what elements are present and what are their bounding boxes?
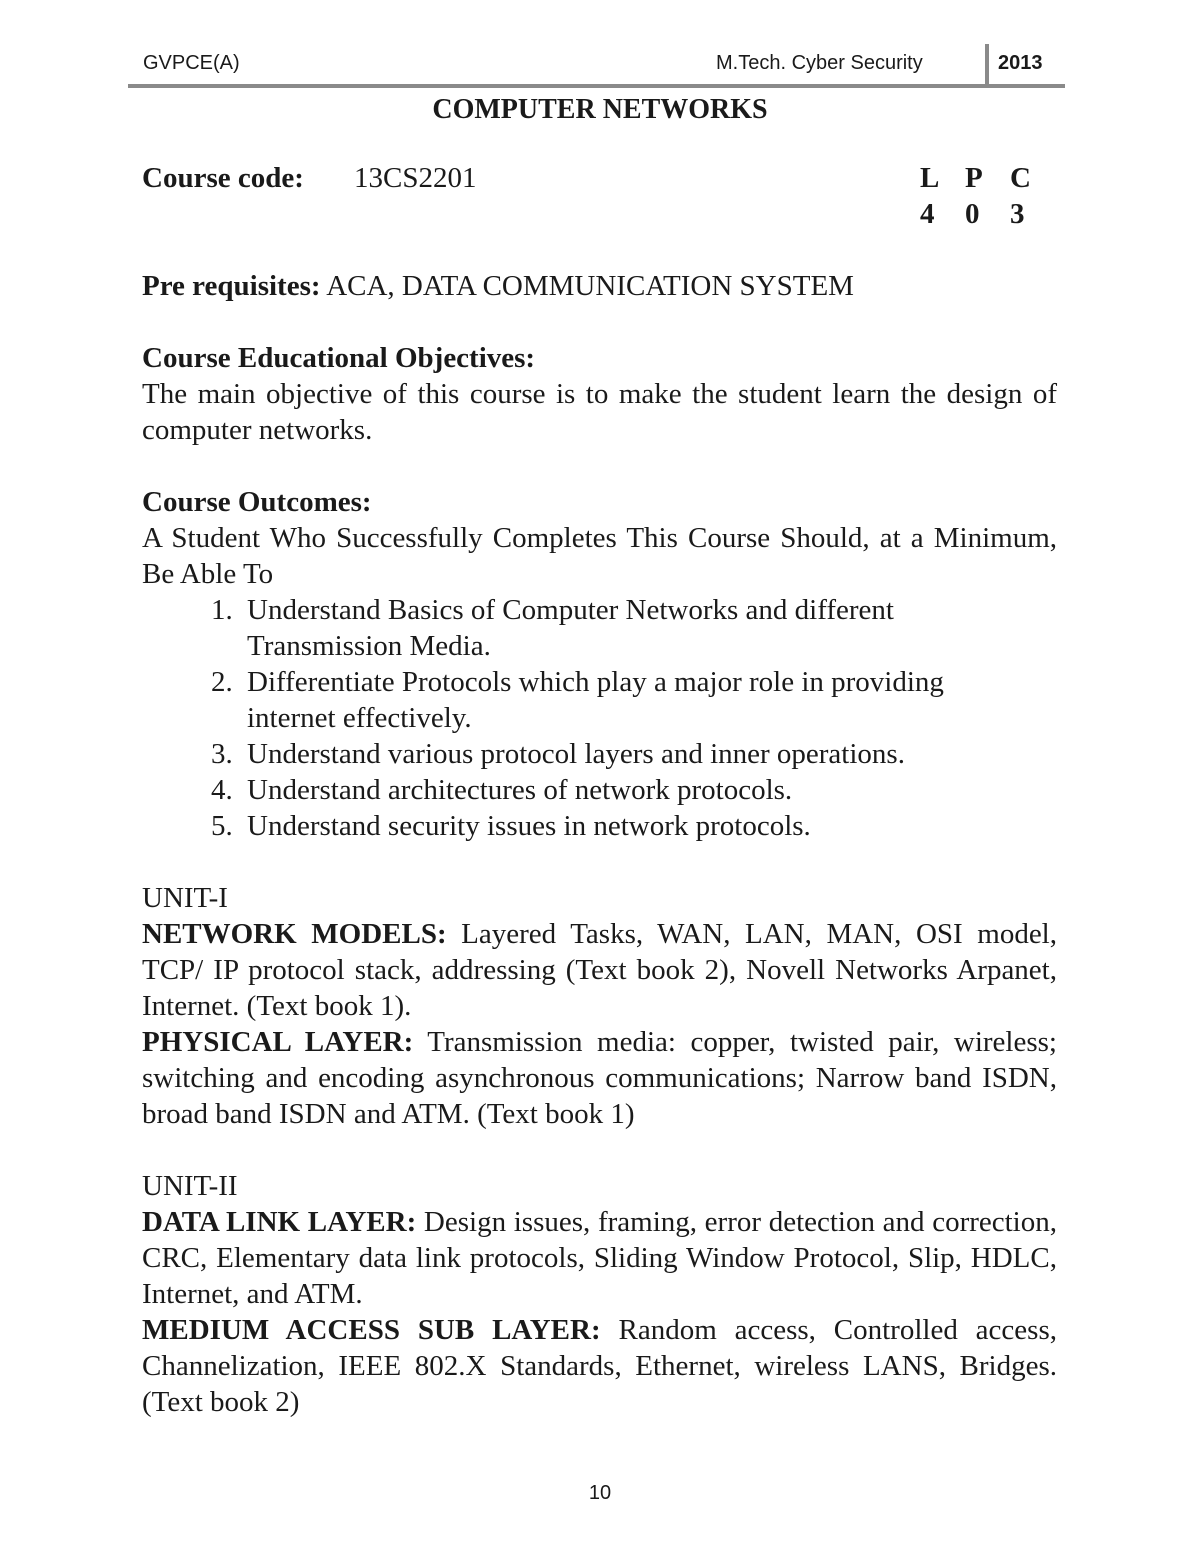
list-item (211, 736, 947, 772)
list-item-number: 3. (211, 738, 233, 770)
topic-label: NETWORK MODELS: (142, 918, 447, 950)
list-item-number: 2. (211, 666, 233, 698)
header-year: 2013 (998, 52, 1043, 74)
unit-1-topic-physical-layer (142, 1024, 1057, 1132)
topic-text: Design issues, framing, error detection and correction, CRC, Elementary data link protocols, Sliding Window Protocol, Slip, HDLC, Internet, and ATM. (142, 1206, 1057, 1310)
page-title: COMPUTER NETWORKS (432, 94, 768, 125)
topic-label: DATA LINK LAYER: (142, 1206, 417, 1238)
list-item-number: 4. (211, 774, 233, 806)
ltpc-header-l: L (920, 162, 940, 194)
course-code-row (142, 160, 1057, 196)
ltpc-value-c: 3 (1010, 198, 1025, 230)
ltpc-values (920, 196, 1055, 232)
unit-2-topic-medium-access (142, 1312, 1057, 1420)
header-rule (128, 84, 1065, 88)
list-item-number: 1. (211, 594, 233, 626)
list-item-text: Understand security issues in network protocols. (247, 810, 811, 842)
outcomes-list (142, 592, 1057, 844)
unit-2-topic-data-link-layer (142, 1204, 1057, 1312)
ltpc-headers (920, 160, 1055, 196)
list-item (211, 664, 947, 736)
header-divider (985, 44, 989, 86)
outcomes-intro: A Student Who Successfully Completes This Course Should, at a Minimum, Be Able To (142, 522, 1057, 590)
topic-label: PHYSICAL LAYER: (142, 1026, 414, 1058)
topic-label: MEDIUM ACCESS SUB LAYER: (142, 1314, 601, 1346)
objectives-heading: Course Educational Objectives: (142, 342, 536, 374)
list-item (211, 772, 947, 808)
ltpc-header-p: P (965, 162, 983, 194)
unit-2-title: UNIT-II (142, 1170, 238, 1202)
list-item (211, 808, 947, 844)
topic-text: Random access, Controlled access, Channelization, IEEE 802.X Standards, Ethernet, wireless LANS, Bridges. (Text book 2) (142, 1314, 1057, 1418)
topic-text: Transmission media: copper, twisted pair, wireless; switching and encoding asynchronous communications; Narrow band ISDN, broad band ISDN and ATM. (Text book 1) (142, 1026, 1057, 1130)
topic-text: Layered Tasks, WAN, LAN, MAN, OSI model, TCP/ IP protocol stack, addressing (Text book 2), Novell Networks Arpanet, Internet. (Text book 1). (142, 918, 1057, 1022)
prerequisites-label: Pre requisites: (142, 270, 321, 302)
outcomes-heading: Course Outcomes: (142, 486, 372, 518)
course-code-label: Course code: (142, 162, 304, 194)
unit-1-topic-network-models (142, 916, 1057, 1024)
page-number: 10 (588, 1482, 612, 1504)
list-item-text: Differentiate Protocols which play a major role in providing internet effectively. (247, 666, 944, 734)
course-code-value: 13CS2201 (354, 162, 477, 194)
ltpc-value-l: 4 (920, 198, 935, 230)
prerequisites-value: ACA, DATA COMMUNICATION SYSTEM (326, 270, 854, 302)
ltpc-header-c: C (1010, 162, 1031, 194)
list-item (211, 592, 947, 664)
list-item-text: Understand various protocol layers and inner operations. (247, 738, 905, 770)
list-item-number: 5. (211, 810, 233, 842)
header-program: M.Tech. Cyber Security (716, 52, 923, 74)
list-item-text: Understand architectures of network protocols. (247, 774, 793, 806)
header-institution: GVPCE(A) (143, 52, 240, 74)
course-content (142, 160, 1057, 1420)
unit-1-title: UNIT-I (142, 882, 228, 914)
ltpc-values-row (142, 196, 1057, 232)
ltpc-value-p: 0 (965, 198, 980, 230)
prerequisites (142, 268, 1057, 304)
objectives-text: The main objective of this course is to make the student learn the design of computer networks. (142, 378, 1057, 446)
list-item-text: Understand Basics of Computer Networks and different Transmission Media. (247, 594, 894, 662)
